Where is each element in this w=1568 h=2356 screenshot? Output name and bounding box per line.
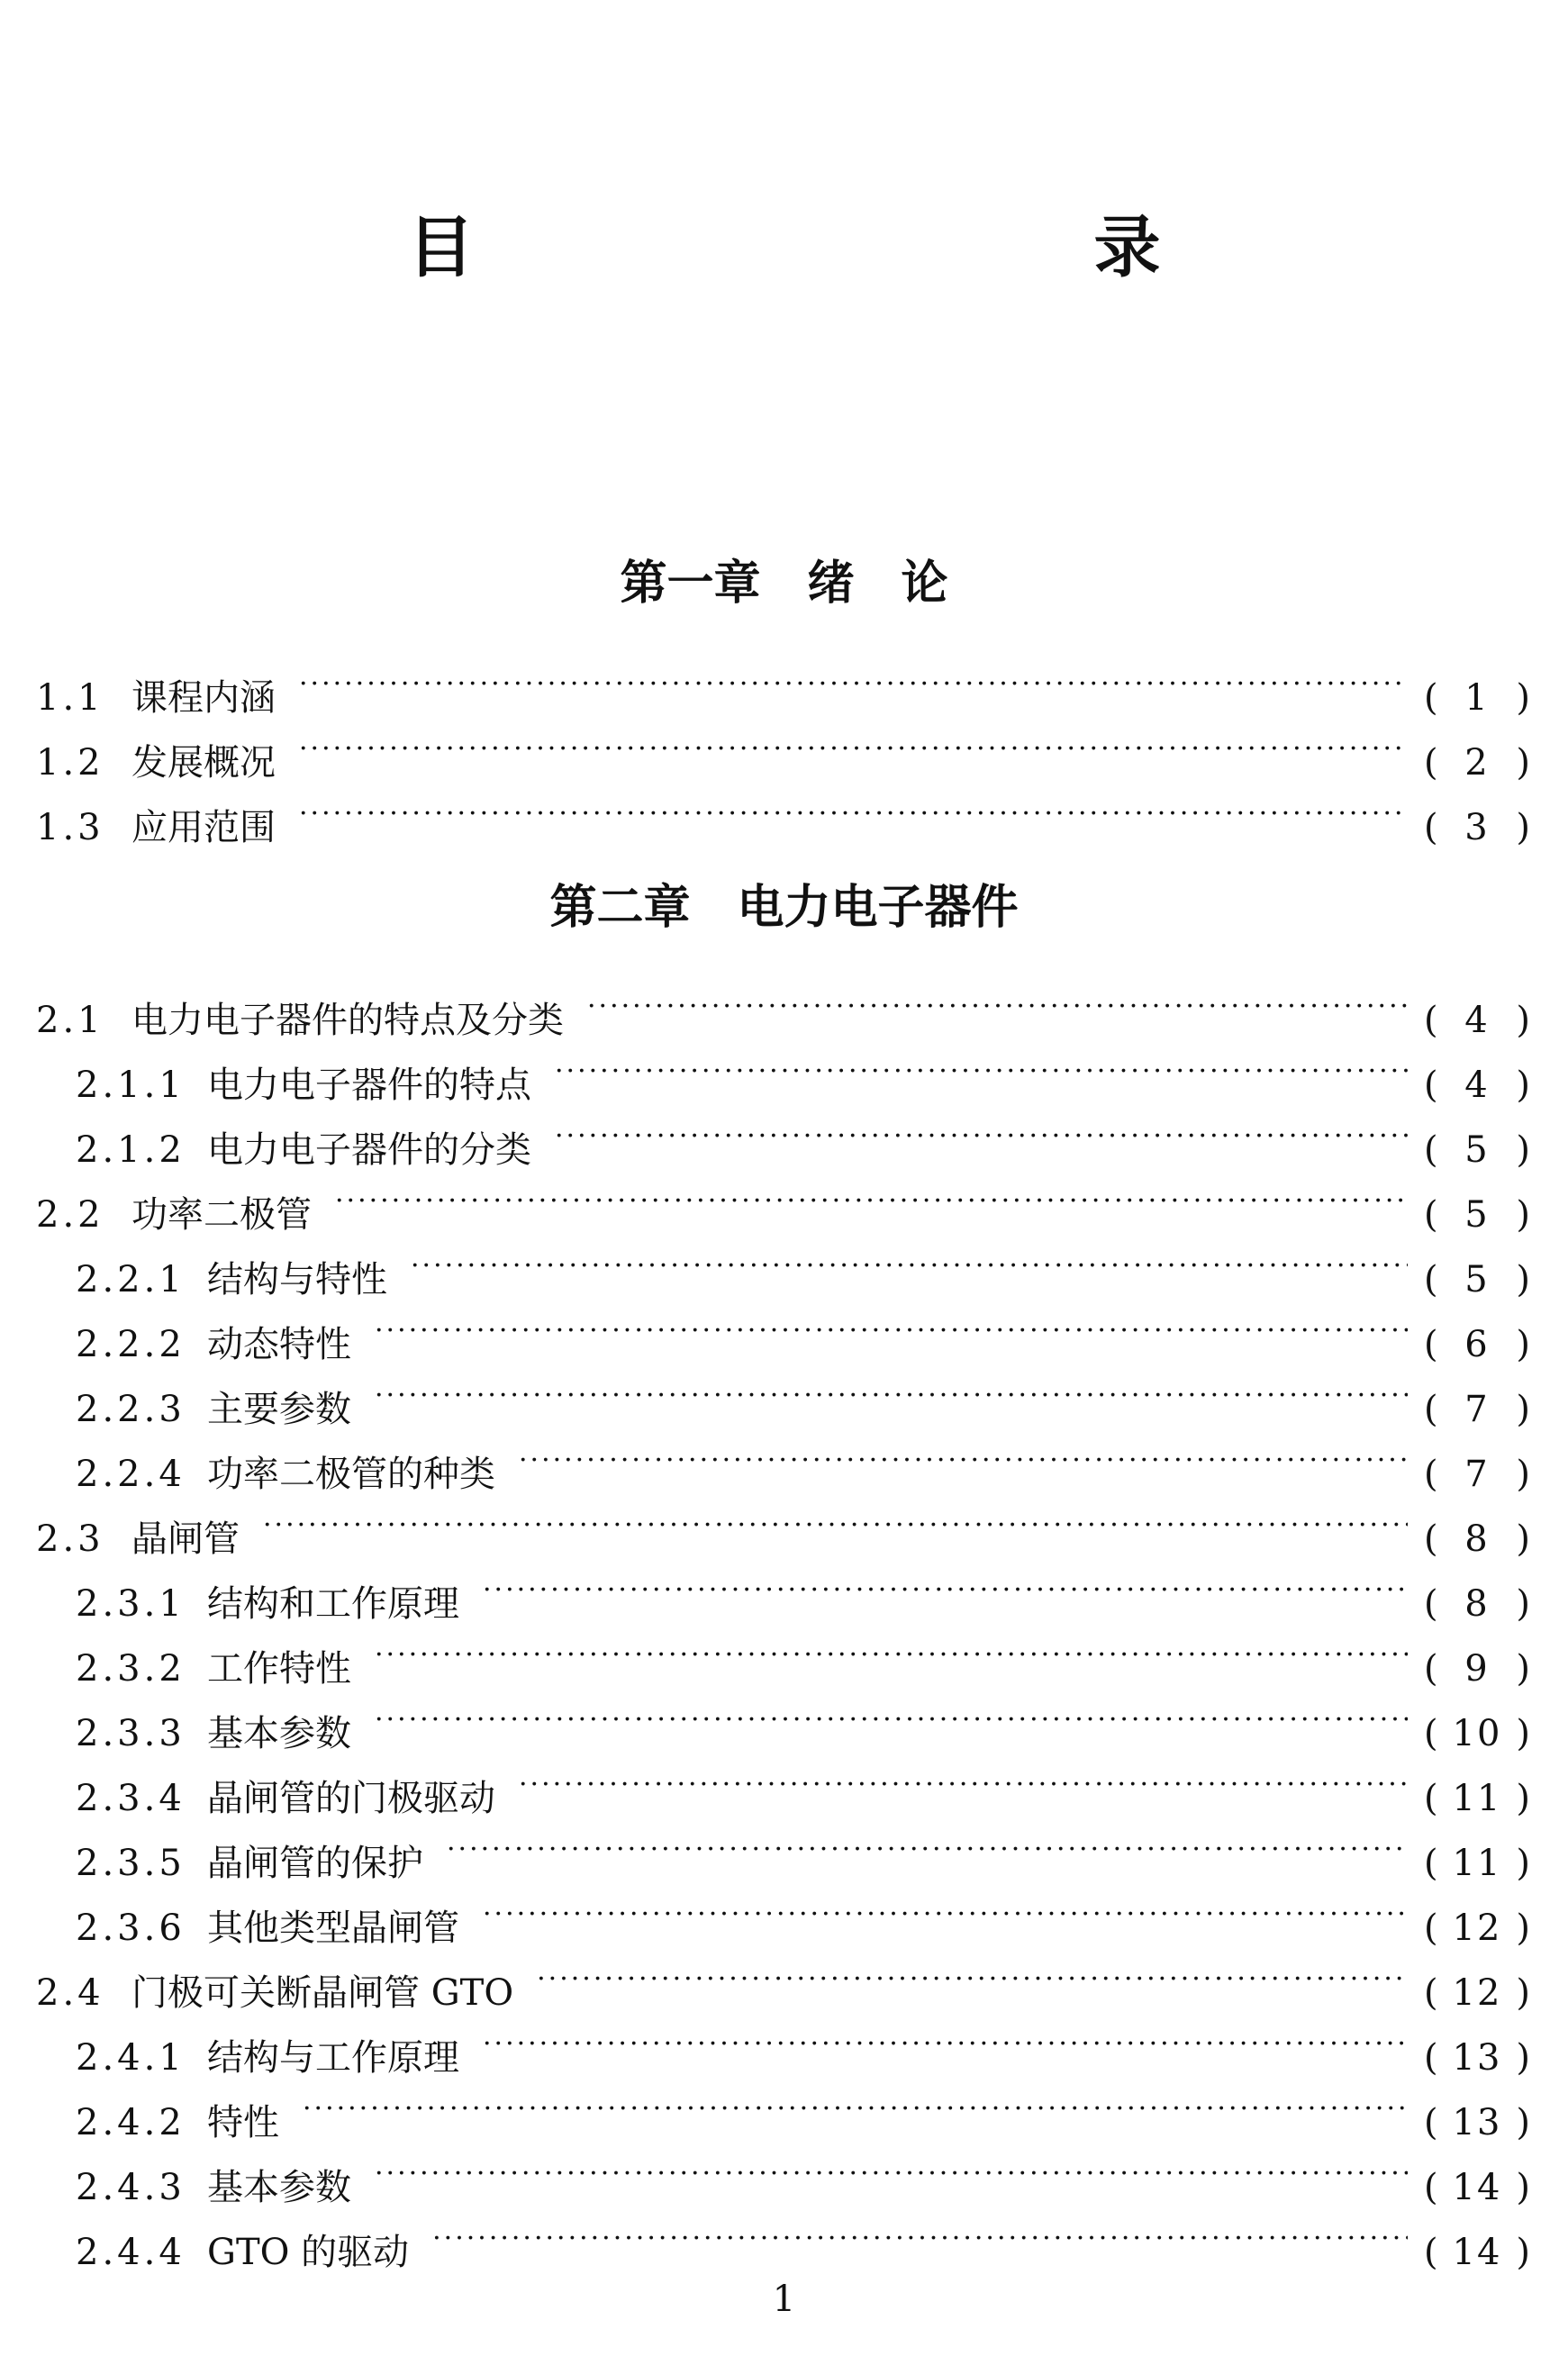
entry-number: 2.3.3 bbox=[76, 1713, 186, 1754]
entry-page-number: 13 bbox=[1452, 2102, 1502, 2143]
entry-number: 2.2 bbox=[36, 1194, 104, 1236]
dot-leader bbox=[483, 1889, 1408, 1940]
entry-title: 结构与工作原理 bbox=[207, 2037, 459, 2079]
dot-leader bbox=[519, 1436, 1408, 1486]
entry-title: 发展概况 bbox=[131, 742, 276, 784]
entry-title: 主要参数 bbox=[207, 1389, 351, 1430]
entry-page: ( 6 ) bbox=[1424, 1319, 1530, 1370]
entry-page-number: 10 bbox=[1452, 1713, 1502, 1754]
entry-page: ( 4 ) bbox=[1424, 995, 1530, 1046]
dot-leader bbox=[375, 1630, 1408, 1681]
toc-entry[interactable] bbox=[76, 2019, 1530, 2079]
entry-page-number: 9 bbox=[1464, 1648, 1490, 1690]
entry-page-number: 7 bbox=[1464, 1389, 1490, 1430]
entry-page: ( 13 ) bbox=[1424, 2098, 1530, 2148]
toc-entry[interactable] bbox=[36, 1954, 1530, 2014]
toc-entry[interactable] bbox=[36, 724, 1530, 784]
entry-title: 结构与特性 bbox=[207, 1259, 387, 1300]
dot-leader bbox=[411, 1241, 1408, 1291]
entry-number: 2.3.2 bbox=[76, 1648, 186, 1690]
entry-number: 2.3.5 bbox=[76, 1843, 186, 1884]
entry-number: 2.1.1 bbox=[76, 1065, 186, 1106]
toc-entry[interactable] bbox=[76, 1047, 1530, 1106]
dot-leader bbox=[447, 1825, 1408, 1875]
entry-title: 晶闸管的保护 bbox=[207, 1843, 423, 1884]
dot-leader bbox=[555, 1111, 1408, 1162]
entry-title: 门极可关断晶闸管 GTO bbox=[131, 1972, 514, 2014]
entry-title: 功率二极管的种类 bbox=[207, 1454, 495, 1495]
toc-entry[interactable] bbox=[76, 1825, 1530, 1884]
entry-page-number: 1 bbox=[1464, 677, 1490, 719]
entry-page: ( 7 ) bbox=[1424, 1449, 1530, 1500]
entry-number: 2.2.4 bbox=[76, 1454, 186, 1495]
entry-page: ( 1 ) bbox=[1424, 673, 1530, 723]
toc-entry[interactable] bbox=[36, 1500, 1530, 1560]
dot-leader bbox=[375, 1695, 1408, 1745]
entry-title: GTO 的驱动 bbox=[207, 2232, 410, 2273]
toc-entry[interactable] bbox=[76, 1111, 1530, 1171]
chapter-heading: 第二章 电力电子器件 bbox=[549, 881, 1019, 935]
entry-page: ( 3 ) bbox=[1424, 802, 1530, 853]
dot-leader bbox=[432, 2214, 1408, 2264]
toc-entry[interactable] bbox=[76, 2214, 1530, 2273]
dot-leader bbox=[299, 724, 1408, 775]
dot-leader bbox=[483, 1565, 1408, 1616]
entry-title: 电力电子器件的分类 bbox=[207, 1129, 531, 1171]
entry-page: ( 12 ) bbox=[1424, 1968, 1530, 2018]
entry-page: ( 11 ) bbox=[1424, 1838, 1530, 1889]
toc-entry[interactable] bbox=[76, 2084, 1530, 2143]
entry-page-number: 8 bbox=[1464, 1583, 1490, 1625]
entry-title: 结构和工作原理 bbox=[207, 1583, 459, 1625]
entry-title: 基本参数 bbox=[207, 2167, 351, 2208]
entry-number: 2.4.4 bbox=[76, 2232, 186, 2273]
toc-entry[interactable] bbox=[76, 1241, 1530, 1300]
toc-entry[interactable] bbox=[36, 982, 1530, 1041]
page-number: 1 bbox=[772, 2279, 796, 2320]
entry-page: ( 10 ) bbox=[1424, 1708, 1530, 1759]
entry-number: 2.2.2 bbox=[76, 1324, 186, 1365]
entry-page-number: 11 bbox=[1452, 1843, 1502, 1884]
entry-page-number: 13 bbox=[1452, 2037, 1502, 2079]
entry-title: 晶闸管 bbox=[131, 1518, 240, 1560]
entry-page-number: 5 bbox=[1464, 1129, 1490, 1171]
entry-page-number: 4 bbox=[1464, 1065, 1490, 1106]
dot-leader bbox=[375, 1306, 1408, 1356]
toc-entry[interactable] bbox=[76, 1695, 1530, 1754]
entry-page: ( 11 ) bbox=[1424, 1773, 1530, 1824]
entry-page: ( 5 ) bbox=[1424, 1255, 1530, 1305]
entry-number: 1.3 bbox=[36, 807, 104, 848]
dot-leader bbox=[303, 2084, 1408, 2134]
entry-page-number: 2 bbox=[1464, 742, 1490, 784]
entry-page-number: 3 bbox=[1464, 807, 1490, 848]
entry-page-number: 14 bbox=[1452, 2232, 1502, 2273]
entry-number: 2.1.2 bbox=[76, 1129, 186, 1171]
entry-number: 2.2.1 bbox=[76, 1259, 186, 1300]
toc-entry[interactable] bbox=[76, 1565, 1530, 1625]
dot-leader bbox=[299, 789, 1408, 839]
dot-leader bbox=[519, 1760, 1408, 1810]
entry-page-number: 14 bbox=[1452, 2167, 1502, 2208]
entry-page: ( 9 ) bbox=[1424, 1644, 1530, 1694]
entry-number: 2.2.3 bbox=[76, 1389, 186, 1430]
toc-entry[interactable] bbox=[76, 1889, 1530, 1949]
toc-entry[interactable] bbox=[76, 1306, 1530, 1365]
entry-title: 功率二极管 bbox=[131, 1194, 312, 1236]
entry-title: 应用范围 bbox=[131, 807, 276, 848]
entry-number: 2.3.1 bbox=[76, 1583, 186, 1625]
entry-page-number: 5 bbox=[1464, 1194, 1490, 1236]
entry-page-number: 4 bbox=[1464, 1000, 1490, 1041]
toc-entry[interactable] bbox=[76, 2149, 1530, 2208]
dot-leader bbox=[587, 982, 1408, 1032]
dot-leader bbox=[537, 1954, 1408, 2005]
toc-entry[interactable] bbox=[76, 1760, 1530, 1819]
entry-page: ( 8 ) bbox=[1424, 1514, 1530, 1564]
toc-entry[interactable] bbox=[76, 1630, 1530, 1690]
entry-page: ( 5 ) bbox=[1424, 1125, 1530, 1175]
entry-title: 特性 bbox=[207, 2102, 279, 2143]
entry-number: 2.4.2 bbox=[76, 2102, 186, 2143]
entry-title: 电力电子器件的特点及分类 bbox=[131, 1000, 564, 1041]
dot-leader bbox=[299, 659, 1408, 710]
entry-page: ( 5 ) bbox=[1424, 1190, 1530, 1240]
entry-number: 2.4.3 bbox=[76, 2167, 186, 2208]
entry-number: 2.3.6 bbox=[76, 1907, 186, 1949]
entry-number: 2.3 bbox=[36, 1518, 104, 1560]
entry-page: ( 7 ) bbox=[1424, 1384, 1530, 1435]
entry-page-number: 12 bbox=[1452, 1972, 1502, 2014]
toc-entry[interactable] bbox=[76, 1371, 1530, 1430]
entry-page-number: 5 bbox=[1464, 1259, 1490, 1300]
entry-page-number: 11 bbox=[1452, 1778, 1502, 1819]
entry-page: ( 14 ) bbox=[1424, 2162, 1530, 2213]
entry-page-number: 7 bbox=[1464, 1454, 1490, 1495]
entry-page: ( 13 ) bbox=[1424, 2033, 1530, 2083]
entry-title: 工作特性 bbox=[207, 1648, 351, 1690]
dot-leader bbox=[335, 1176, 1408, 1227]
entry-title: 基本参数 bbox=[207, 1713, 351, 1754]
entry-title: 动态特性 bbox=[207, 1324, 351, 1365]
toc-entry[interactable] bbox=[76, 1436, 1530, 1495]
entry-page: ( 8 ) bbox=[1424, 1579, 1530, 1629]
entry-number: 2.3.4 bbox=[76, 1778, 186, 1819]
entry-page-number: 6 bbox=[1464, 1324, 1490, 1365]
entry-title: 其他类型晶闸管 bbox=[207, 1907, 459, 1949]
toc-entry[interactable] bbox=[36, 789, 1530, 848]
entry-number: 2.1 bbox=[36, 1000, 104, 1041]
dot-leader bbox=[555, 1047, 1408, 1097]
chapter-heading: 第一章 绪 论 bbox=[620, 557, 948, 611]
entry-page-number: 8 bbox=[1464, 1518, 1490, 1560]
entry-page: ( 2 ) bbox=[1424, 738, 1530, 788]
entry-title: 课程内涵 bbox=[131, 677, 276, 719]
dot-leader bbox=[483, 2019, 1408, 2070]
entry-page: ( 12 ) bbox=[1424, 1903, 1530, 1953]
dot-leader bbox=[375, 2149, 1408, 2199]
entry-number: 2.4 bbox=[36, 1972, 104, 2014]
entry-page-number: 12 bbox=[1452, 1907, 1502, 1949]
entry-title: 晶闸管的门极驱动 bbox=[207, 1778, 495, 1819]
page-title: 目 录 bbox=[407, 209, 1323, 286]
toc-entry[interactable] bbox=[36, 1176, 1530, 1236]
dot-leader bbox=[263, 1500, 1408, 1551]
entry-number: 2.4.1 bbox=[76, 2037, 186, 2079]
entry-number: 1.2 bbox=[36, 742, 104, 784]
entry-number: 1.1 bbox=[36, 677, 104, 719]
entry-page: ( 4 ) bbox=[1424, 1060, 1530, 1110]
dot-leader bbox=[375, 1371, 1408, 1421]
entry-page: ( 14 ) bbox=[1424, 2227, 1530, 2278]
entry-title: 电力电子器件的特点 bbox=[207, 1065, 531, 1106]
toc-entry[interactable] bbox=[36, 659, 1530, 719]
